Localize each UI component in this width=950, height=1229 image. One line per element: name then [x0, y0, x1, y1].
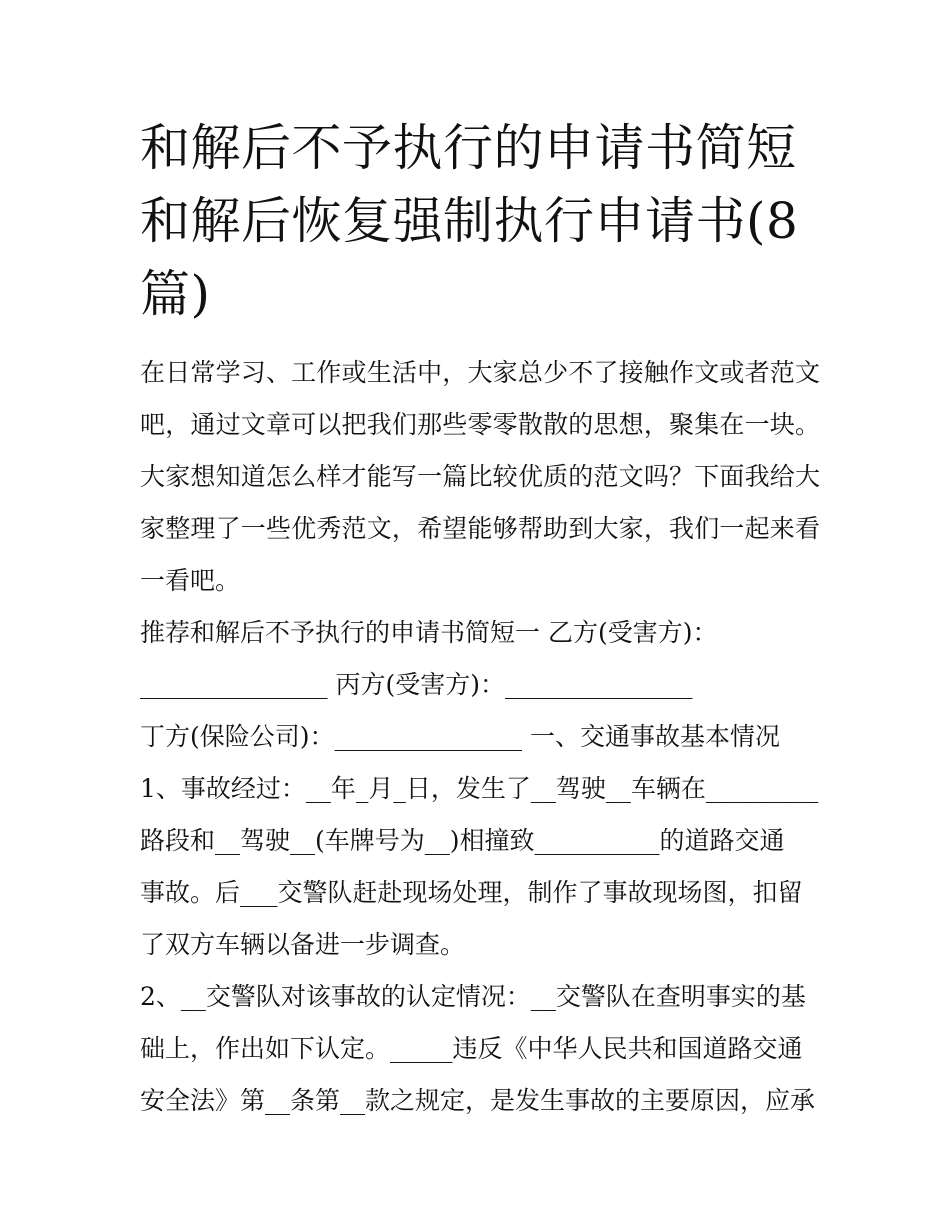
body-line-2: _______________ 丙方(受害方)：_______________ [140, 670, 693, 699]
body-line-6: 事故。后___交警队赶赴现场处理，制作了事故现场图，扣留 [140, 878, 803, 907]
body-line-10: 安全法》第__条第__款之规定，是发生事故的主要原因，应承 [140, 1086, 816, 1115]
body-line-9: 础上，作出如下认定。_____违反《中华人民共和国道路交通 [140, 1034, 803, 1063]
body-line-1: 推荐和解后不予执行的申请书简短一 乙方(受害方)： [140, 618, 718, 647]
document-title [140, 112, 820, 331]
title-line-1: 和解后不予执行的申请书简短 [140, 119, 797, 177]
body-line-8: 2、__交警队对该事故的认定情况：__交警队在查明事实的基 [140, 982, 806, 1011]
body-line-4: 1、事故经过：__年_月_日，发生了__驾驶__车辆在_________ [140, 774, 819, 803]
intro-paragraph: 在日常学习、工作或生活中，大家总少不了接触作文或者范文吧，通过文章可以把我们那些零零散散的思想，聚集在一块。大家想知道怎么样才能写一篇比较优质的范文吗？下面我给大家整理了一些优秀范文，希望能够帮助到大家，我们一起来看一看吧。 [140, 358, 820, 595]
body-line-5: 路段和__驾驶__(车牌号为__)相撞致__________的道路交通 [140, 826, 785, 855]
body-line-7: 了双方车辆以备进一步调查。 [140, 930, 466, 959]
title-line-3: 篇) [140, 265, 211, 323]
body-line-3: 丁方(保险公司)：_______________ 一、交通事故基本情况 [140, 722, 780, 751]
title-line-2: 和解后恢复强制执行申请书(8 [140, 192, 799, 250]
document-page [140, 112, 820, 1127]
